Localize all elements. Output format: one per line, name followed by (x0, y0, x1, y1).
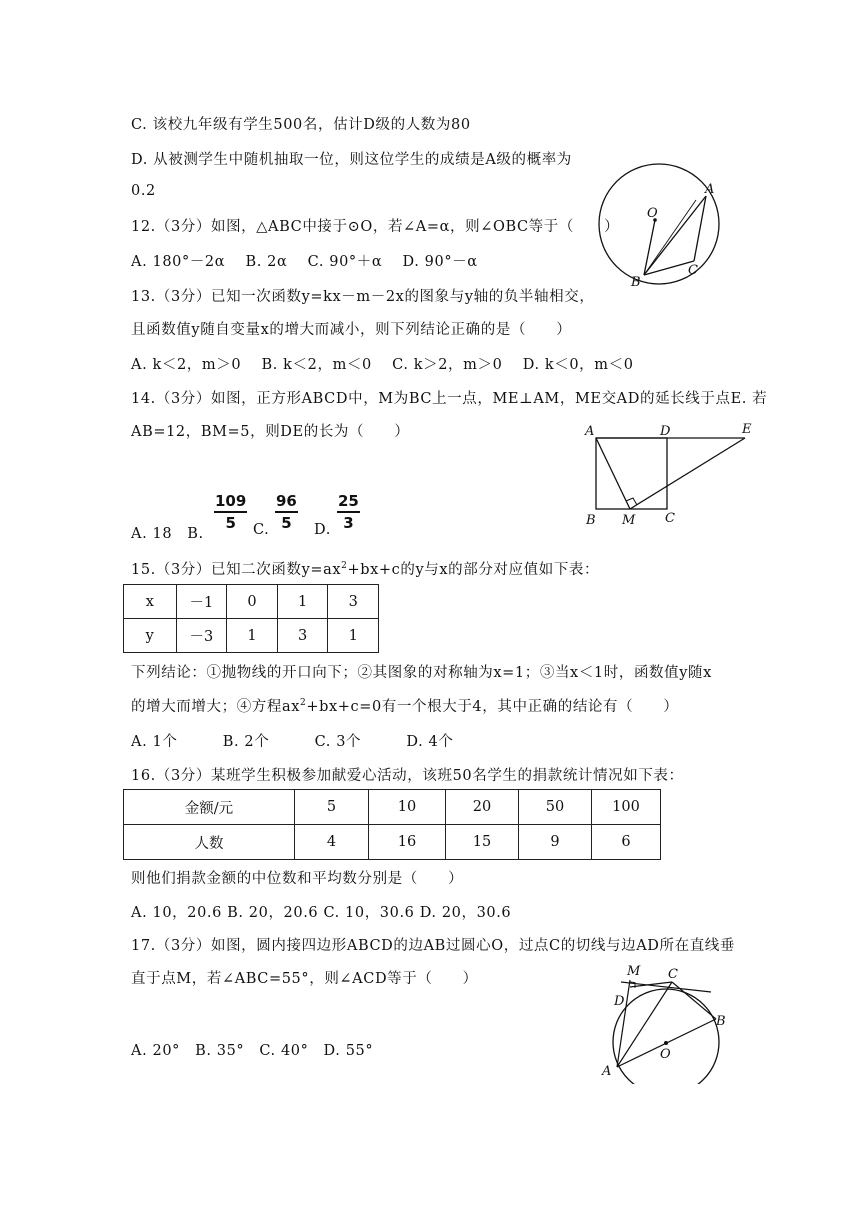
table-cell: 3 (328, 585, 379, 619)
q17-options: A. 20° B. 35° C. 40° D. 55° (131, 1043, 374, 1059)
label-c: C (688, 263, 698, 278)
table-cell: 6 (592, 825, 661, 860)
table-cell: －1 (176, 585, 227, 619)
table-cell: 15 (446, 825, 519, 860)
q11-option-c: C. 该校九年级有学生500名，估计D级的人数为80 (131, 117, 471, 133)
table-cell: 人数 (124, 825, 295, 860)
label-o: O (647, 206, 658, 221)
q11-option-d-cont: 0.2 (131, 183, 156, 199)
q14-stem-cont: AB=12，BM=5，则DE的长为（ ） (131, 424, 410, 440)
figure-q12 (594, 160, 734, 295)
q12-stem: 12.（3分）如图，△ABC中接于⊙O，若∠A=α，则∠OBC等于（ ） (131, 219, 620, 235)
table-cell: 1 (277, 585, 328, 619)
q15-options: A. 1个 B. 2个 C. 3个 D. 4个 (131, 734, 454, 750)
q14-stem: 14.（3分）如图，正方形ABCD中，M为BC上一点，ME⊥AM，ME交AD的延长线于点E. 若 (131, 391, 768, 407)
q14-option-a: A. 18 B. (131, 526, 204, 542)
label-c: C (665, 511, 675, 526)
q15-stem: 15.（3分）已知二次函数$y=ax^2+bx+c$的y与x的部分对应值如下表： (131, 561, 600, 578)
table-cell: 金额/元 (124, 790, 295, 825)
label-d: D (614, 994, 625, 1009)
table-cell: 1 (328, 619, 379, 653)
label-c: C (668, 967, 678, 982)
label-e: E (742, 422, 752, 437)
table-cell: 10 (369, 790, 446, 825)
fraction-b: $\frac{109}{5}$ (215, 492, 247, 532)
table-cell: x (124, 585, 177, 619)
q14-option-c-label: C. (253, 522, 270, 538)
q16-options: A. 10，20.6 B. 20，20.6 C. 10，30.6 D. 20，30.6 (131, 905, 512, 921)
q11-option-d: D. 从被测学生中随机抽取一位，则这位学生的成绩是A级的概率为 (131, 152, 572, 168)
table-cell: 5 (295, 790, 369, 825)
q14-option-d-label: D. (314, 522, 331, 538)
table-cell: 20 (446, 790, 519, 825)
label-b: B (716, 1014, 726, 1029)
q13-stem: 13.（3分）已知一次函数y=kx－m－2x的图象与y轴的负半轴相交， (131, 289, 595, 305)
table-cell: 3 (277, 619, 328, 653)
fraction-d: $\frac{25}{3}$ (338, 492, 359, 532)
label-b: B (631, 275, 641, 290)
q12-options: A. 180°－2α B. 2α C. 90°＋α D. 90°－α (131, 254, 478, 270)
q13-stem-cont: 且函数值y随自变量x的增大而减小，则下列结论正确的是（ ） (131, 322, 572, 338)
fraction-c: $\frac{96}{5}$ (276, 492, 297, 532)
label-a: A (705, 182, 715, 197)
figure-q17 (596, 962, 738, 1084)
label-m: M (627, 964, 641, 979)
table-cell: 100 (592, 790, 661, 825)
q17-stem: 17.（3分）如图，圆内接四边形ABCD的边AB过圆心O，过点C的切线与边AD所在直线垂 (131, 938, 736, 954)
q17-stem-cont: 直于点M，若∠ABC=55°，则∠ACD等于（ ） (131, 971, 478, 987)
table-cell: 4 (295, 825, 369, 860)
q13-options: A. k＜2，m＞0 B. k＜2，m＜0 C. k＞2，m＞0 D. k＜0，m＜0 (131, 357, 634, 373)
label-m: M (622, 513, 636, 528)
label-a: A (585, 424, 595, 439)
q15-conclusions: 下列结论：①抛物线的开口向下；②其图象的对称轴为x=1；③当x＜1时，函数值y随x (131, 665, 712, 681)
q15-conclusions-cont: 的增大而增大；④方程$ax^2+bx+c=0$有一个根大于4，其中正确的结论有（ ） (131, 698, 679, 715)
label-a: A (602, 1064, 612, 1079)
table-cell: 0 (227, 585, 278, 619)
figure-q14 (580, 418, 758, 530)
q16-stem: 16.（3分）某班学生积极参加献爱心活动，该班50名学生的捐款统计情况如下表： (131, 768, 684, 784)
table-cell: 9 (519, 825, 592, 860)
table-q15 (123, 584, 379, 653)
label-b: B (586, 513, 596, 528)
table-cell: 1 (227, 619, 278, 653)
table-cell: y (124, 619, 177, 653)
table-cell: 50 (519, 790, 592, 825)
label-o: O (660, 1047, 671, 1062)
table-q16 (123, 789, 661, 860)
label-d: D (660, 424, 671, 439)
q16-question: 则他们捐款金额的中位数和平均数分别是（ ） (131, 871, 464, 887)
table-cell: 16 (369, 825, 446, 860)
table-cell: －3 (176, 619, 227, 653)
